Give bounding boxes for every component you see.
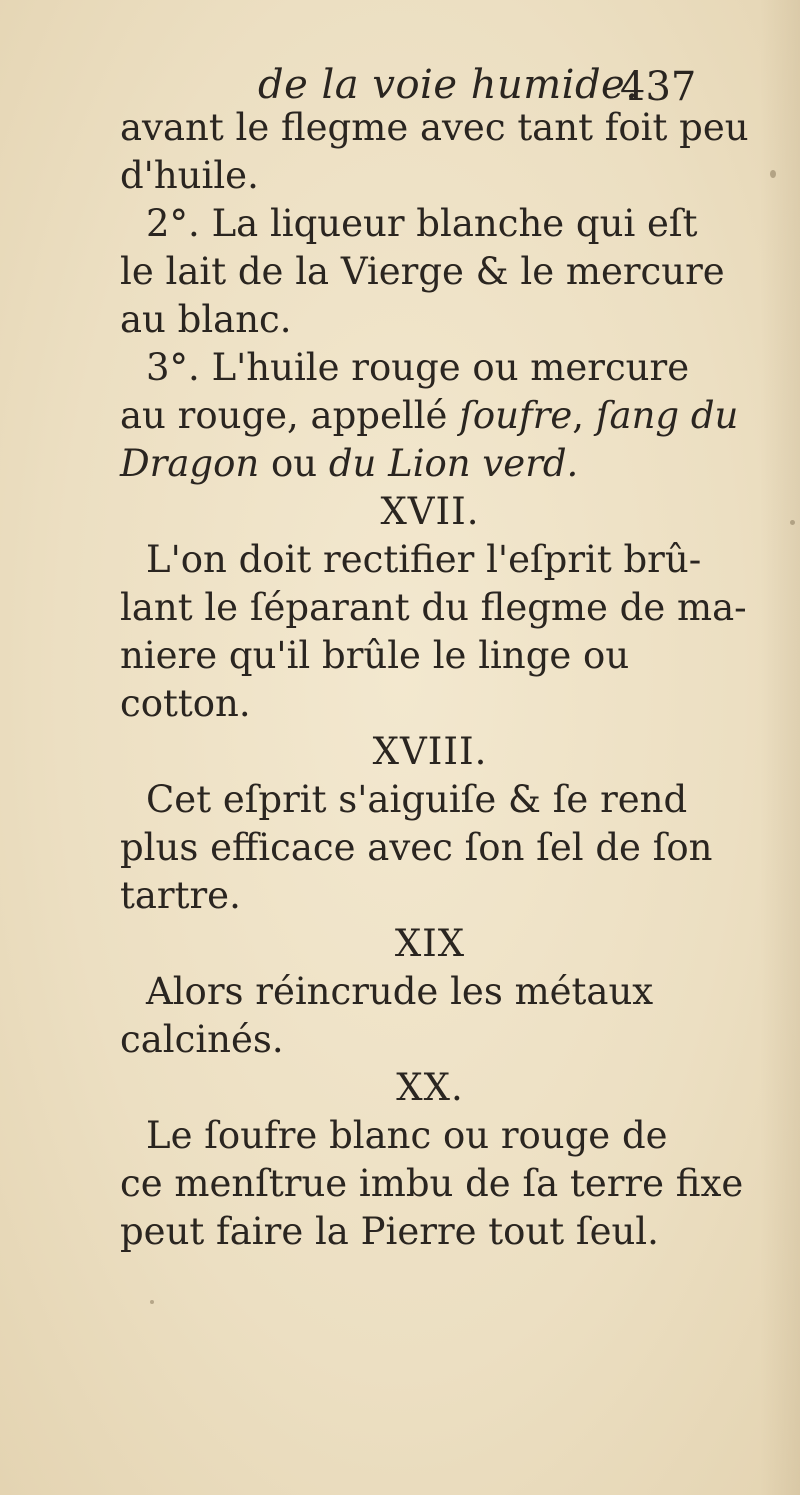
page-edge-shadow [760,0,800,1495]
text-line: Cet eſprit s'aiguiſe & ſe rend [146,778,688,821]
text-line [120,440,720,488]
text-line: 3°. L'huile rouge ou mercure [146,346,690,389]
text-line: plus efficace avec ſon ſel de ſon [120,826,713,869]
section-title: XVIII. [372,730,488,773]
text-line: tartre. [120,874,241,917]
separator: , [572,394,596,437]
page-number: 437 [620,64,697,110]
text-line: Le ſoufre blanc ou rouge de [146,1114,668,1157]
running-head: de la voie humide. [258,62,639,108]
text-line: le lait de la Vierge & le mercure [120,250,725,293]
text-line: avant le flegme avec tant foit peu [120,106,749,149]
italic-term: du Lion verd. [328,442,579,485]
text-line: ce menſtrue imbu de ſa terre fixe [120,1162,744,1205]
italic-term: ſoufre [459,394,573,437]
paper-speck [150,1300,154,1304]
text-line: d'huile. [120,154,259,197]
text-line [120,392,739,440]
section-title: XIX [394,922,466,965]
paper-speck [770,170,776,178]
text-block [120,104,749,1256]
connector: ou [259,442,329,485]
text-line: 2°. La liqueur blanche qui eſt [146,202,698,245]
text-line: lant le ſéparant du flegme de ma- [120,586,747,629]
text-line: peut faire la Pierre tout ſeul. [120,1210,659,1253]
text-line: au blanc. [120,298,292,341]
italic-term: ſang du [595,394,739,437]
text-line: cotton. [120,682,251,725]
italic-term: Dragon [120,442,260,485]
text-line: L'on doit rectifier l'eſprit brû- [146,538,702,581]
section-title: XVII. [380,490,480,533]
text-line: calcinés. [120,1018,284,1061]
text-line-start: au rouge, appellé [120,394,448,437]
section-title: XX. [396,1066,464,1109]
paper-speck [790,520,795,525]
text-line: Alors réincrude les métaux [146,970,654,1013]
text-line: niere qu'il brûle le linge ou [120,634,630,677]
